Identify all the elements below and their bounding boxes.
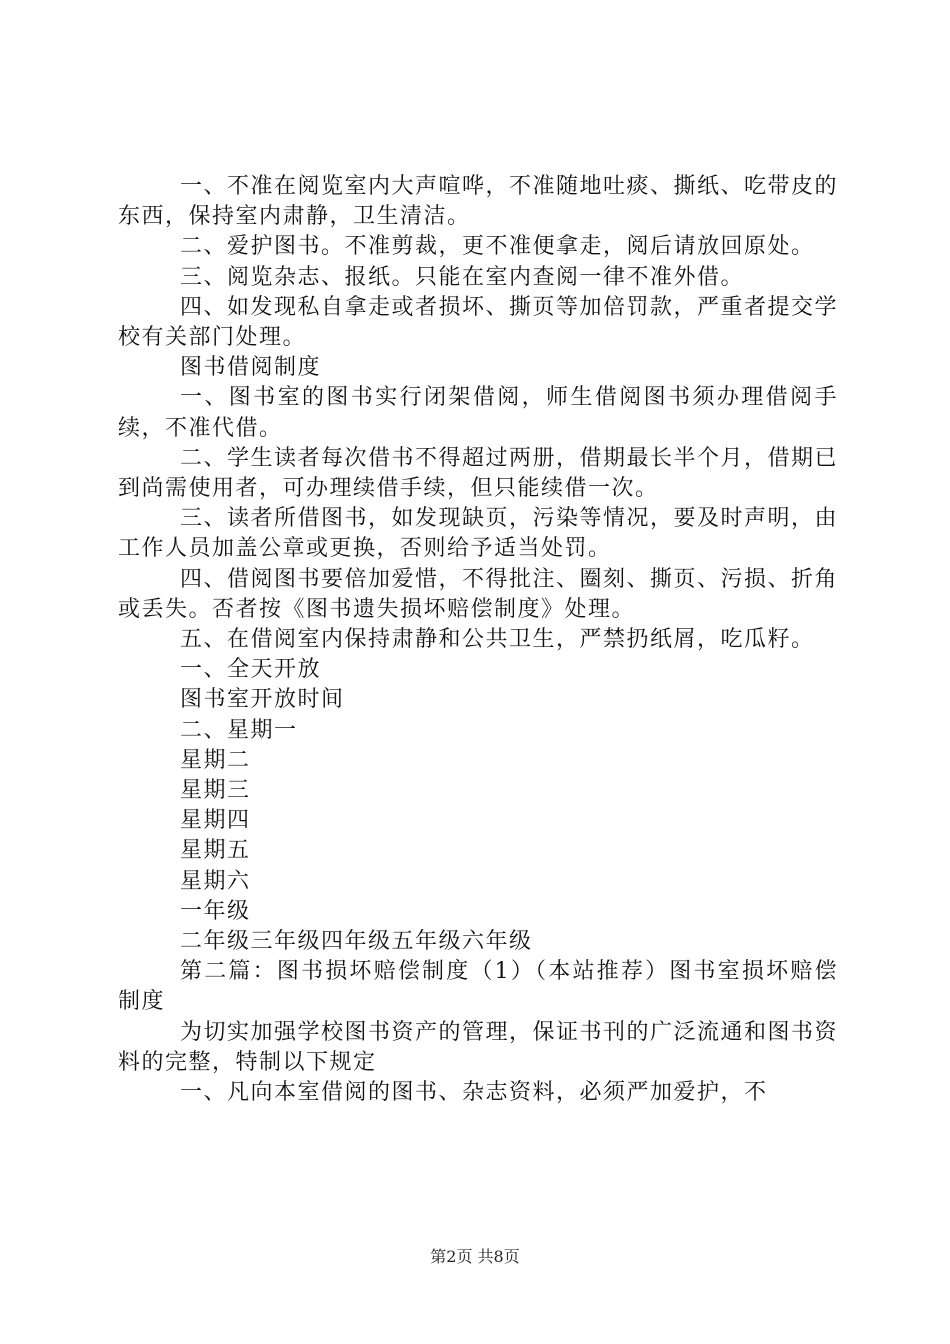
paragraph: 二、星期一 <box>180 717 298 743</box>
paragraph: 四、借阅图书要倍加爱惜，不得批注、圈刻、撕页、污损、折角或丢失。否者按《图书遗失损坏赔偿制度》处理。 <box>118 566 839 622</box>
paragraph: 二年级三年级四年级五年级六年级 <box>180 929 533 955</box>
paragraph: 三、读者所借图书，如发现缺页，污染等情况，要及时声明，由工作人员加盖公章或更换，否则给予适当处罚。 <box>118 506 839 562</box>
paragraph: 一、全天开放 <box>180 657 322 683</box>
paragraph: 星期四 <box>180 808 251 834</box>
page-footer: 第2页 共8页 <box>430 1247 520 1266</box>
document-body <box>118 172 838 1108</box>
paragraph: 星期六 <box>180 868 251 894</box>
paragraph: 图书室开放时间 <box>180 687 345 713</box>
paragraph: 一年级 <box>180 898 251 924</box>
paragraph: 图书借阅制度 <box>180 355 322 381</box>
paragraph: 一、凡向本室借阅的图书、杂志资料，必须严加爱护，不 <box>180 1080 768 1106</box>
paragraph: 四、如发现私自拿走或者损坏、撕页等加倍罚款，严重者提交学校有关部门处理。 <box>118 294 839 351</box>
paragraph: 二、爱护图书。不准剪裁，更不准便拿走，阅后请放回原处。 <box>180 234 815 260</box>
paragraph: 一、不准在阅览室内大声喧哗，不准随地吐痰、撕纸、吃带皮的东西，保持室内肃静，卫生清洁。 <box>118 174 839 230</box>
paragraph: 星期五 <box>180 838 251 864</box>
paragraph: 一、图书室的图书实行闭架借阅，师生借阅图书须办理借阅手续，不准代借。 <box>118 385 838 441</box>
paragraph: 五、在借阅室内保持肃静和公共卫生，严禁扔纸屑，吃瓜籽。 <box>180 627 815 653</box>
paragraph: 为切实加强学校图书资产的管理，保证书刊的广泛流通和图书资料的完整，特制以下规定 <box>118 1019 839 1075</box>
paragraph: 星期三 <box>180 778 251 804</box>
paragraph: 三、阅览杂志、报纸。只能在室内查阅一律不准外借。 <box>180 264 745 290</box>
paragraph: 第二篇：图书损坏赔偿制度（1）（本站推荐）图书室损坏赔偿制度 <box>118 959 838 1015</box>
paragraph: 二、学生读者每次借书不得超过两册，借期最长半个月，借期已到尚需使用者，可办理续借手续，但只能续借一次。 <box>118 445 839 502</box>
paragraph: 星期二 <box>180 747 251 773</box>
